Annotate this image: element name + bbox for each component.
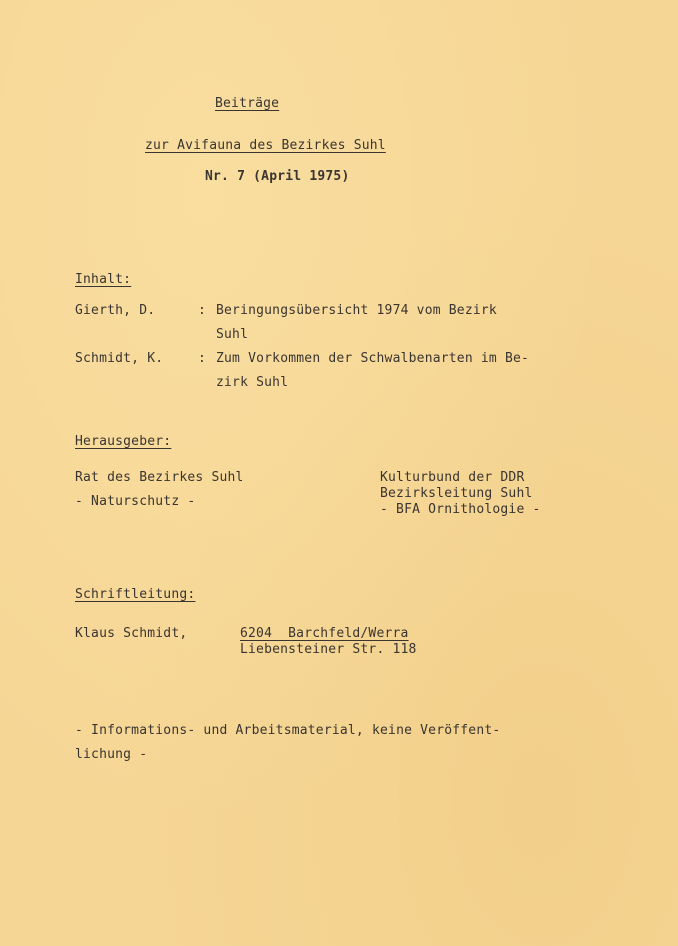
contents-entry-2-title-cont: zirk Suhl [216,375,289,390]
publisher-right-line-3: - BFA Ornithologie - [380,502,541,517]
publisher-heading: Herausgeber: [75,434,172,449]
issue-number: Nr. 7 (April 1975) [205,169,350,184]
editor-address-line-1: 6204 Barchfeld/Werra [240,626,409,641]
editor-name: Klaus Schmidt, [75,626,188,641]
contents-entry-1-separator: : [198,303,207,318]
contents-entry-2-author: Schmidt, K. [75,351,164,366]
publisher-left-line-1: Rat des Bezirkes Suhl [75,470,244,485]
contents-entry-2-title: Zum Vorkommen der Schwalbenarten im Be- [216,351,530,366]
publisher-left-line-2: - Naturschutz - [75,494,196,509]
contents-entry-1-title-cont: Suhl [216,327,249,342]
contents-heading: Inhalt: [75,272,132,287]
contents-entry-1-author: Gierth, D. [75,303,156,318]
editor-address-line-2: Liebensteiner Str. 118 [240,642,417,657]
editor-heading: Schriftleitung: [75,587,196,602]
publisher-right-line-2: Bezirksleitung Suhl [380,486,533,501]
footer-note-line-2: lichung - [75,747,148,762]
document-subtitle: zur Avifauna des Bezirkes Suhl [145,138,386,153]
document-title: Beiträge [215,96,280,111]
footer-note-line-1: - Informations- und Arbeitsmaterial, keine Veröffent- [75,723,501,738]
contents-entry-1-title: Beringungsübersicht 1974 vom Bezirk [216,303,497,318]
publisher-right-line-1: Kulturbund der DDR [380,470,525,485]
contents-entry-2-separator: : [198,351,207,366]
